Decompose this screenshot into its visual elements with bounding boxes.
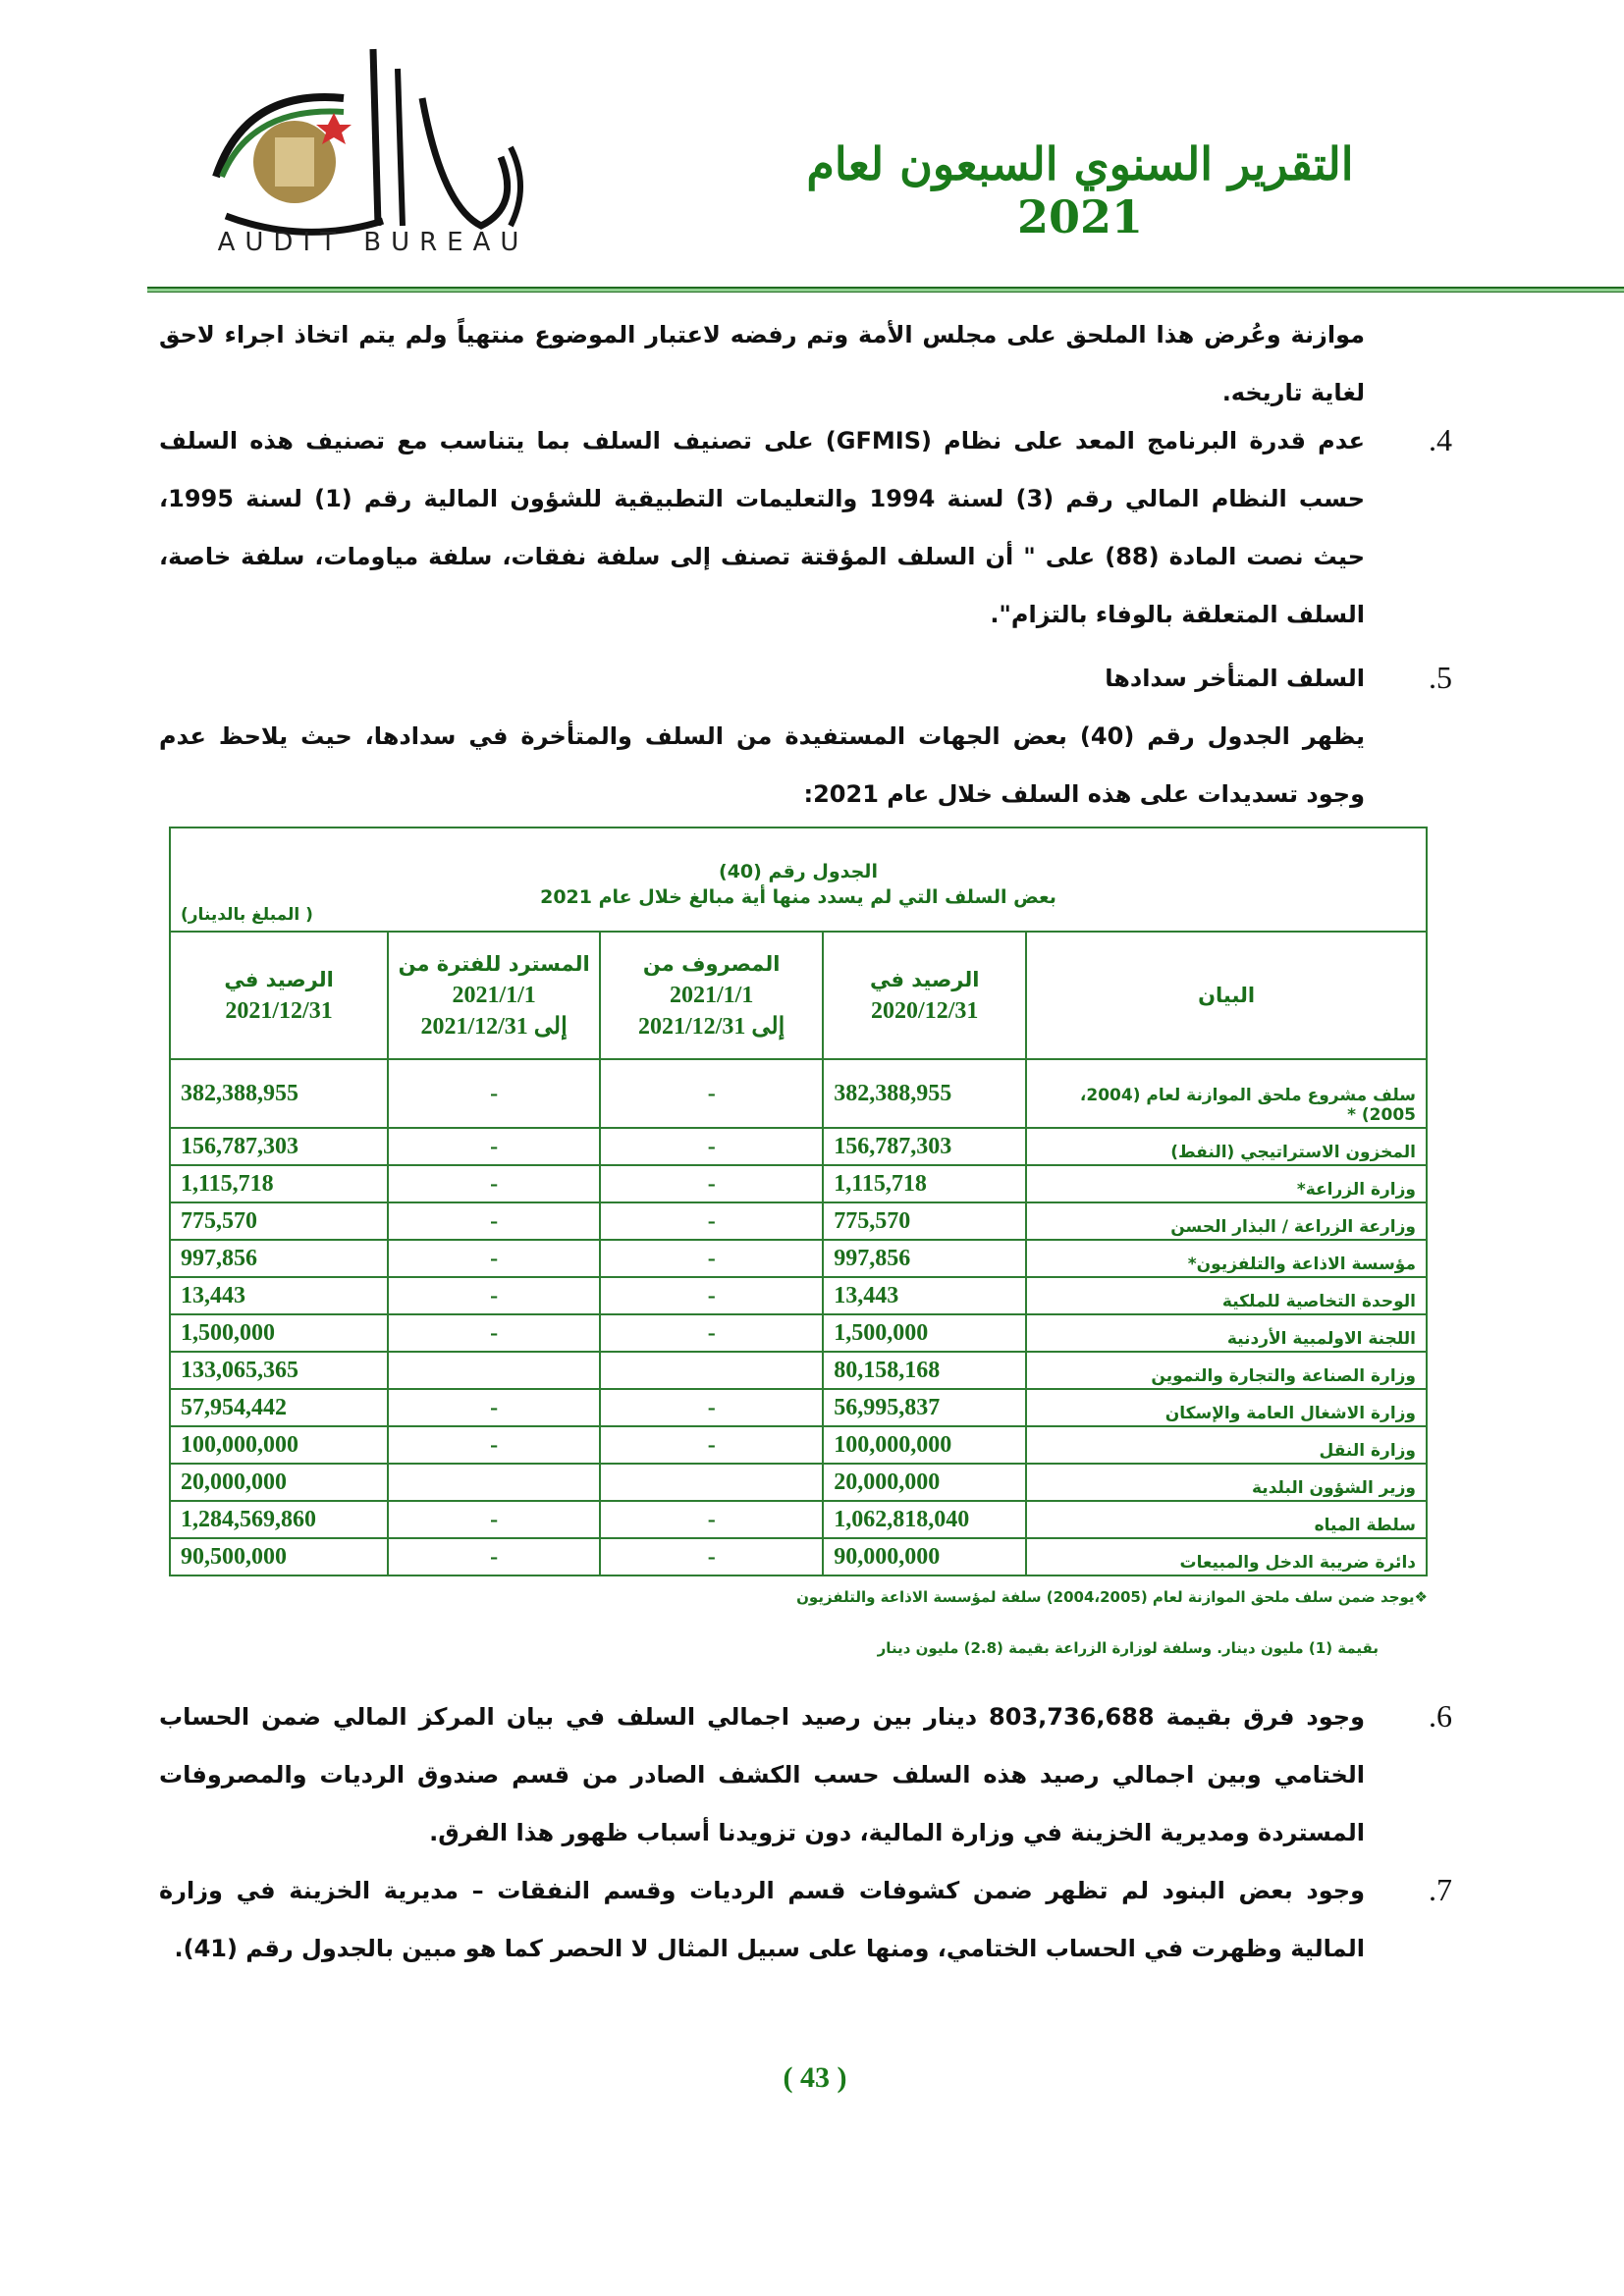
item-4-paragraph: عدم قدرة البرنامج المعد على نظام (GFMIS) على تصنيف السلف بما يتناسب مع تصنيف هذه السلف حسب النظام المالي رقم (3) لسنة 1994 والتعليمات التطبيقية للشؤون المالية رقم (1) لسنة 1995، حيث نصت المادة (88) على " أن السلف المؤقتة تصنف إلى سلفة نفقات، سلفة مياومات، سلفة خاصة، السلف المتعلقة بالوفاء بالتزام". bbox=[159, 427, 1366, 628]
cell-spent: - bbox=[600, 1202, 823, 1240]
cell-balance-2020: 100,000,000 bbox=[823, 1426, 1026, 1464]
col-statement: البيان bbox=[1026, 932, 1427, 1059]
cell-recovered: - bbox=[388, 1165, 600, 1202]
cell-statement: سلطة المياه bbox=[1026, 1501, 1427, 1538]
table-body bbox=[170, 1059, 1427, 1575]
cell-spent: - bbox=[600, 1389, 823, 1426]
col-balance-2021 bbox=[170, 932, 388, 1059]
table-row bbox=[170, 1426, 1427, 1464]
cell-recovered bbox=[388, 1352, 600, 1389]
cell-balance-2021: 997,856 bbox=[170, 1240, 388, 1277]
cell-recovered: - bbox=[388, 1240, 600, 1277]
table-row bbox=[170, 1240, 1427, 1277]
cell-statement: وزير الشؤون البلدية bbox=[1026, 1464, 1427, 1501]
cell-balance-2021: 20,000,000 bbox=[170, 1464, 388, 1501]
cell-recovered: - bbox=[388, 1277, 600, 1314]
cell-spent: - bbox=[600, 1165, 823, 1202]
table-footnote: ❖يوجد ضمن سلف ملحق الموازنة لعام (2004،2005) سلفة لمؤسسة الاذاعة والتلفزيون bbox=[796, 1588, 1428, 1606]
table-row bbox=[170, 1314, 1427, 1352]
table-footnote: بقيمة (1) مليون دينار. وسلفة لوزارة الزراعة بقيمة (2.8) مليون دينار bbox=[877, 1639, 1379, 1657]
page-header bbox=[0, 0, 1624, 294]
continuation-paragraph: موازنة وعُرض هذا الملحق على مجلس الأمة وتم رفضه لاعتبار الموضوع منتهياً ولم يتم اتخاذ اجراء لاحق لغاية تاريخه. bbox=[159, 321, 1365, 406]
item-5-paragraph: يظهر الجدول رقم (40) بعض الجهات المستفيدة من السلف والمتأخرة في سدادها، حيث يلاحظ عدم وجود تسديدات على هذه السلف خلال عام 2021: bbox=[159, 722, 1365, 808]
cell-balance-2020: 13,443 bbox=[823, 1277, 1026, 1314]
cell-balance-2020: 20,000,000 bbox=[823, 1464, 1026, 1501]
cell-recovered: - bbox=[388, 1501, 600, 1538]
cell-balance-2021: 90,500,000 bbox=[170, 1538, 388, 1575]
table-row bbox=[170, 1202, 1427, 1240]
table-title: الجدول رقم (40) bbox=[719, 861, 878, 882]
cell-statement: اللجنة الاولمبية الأردنية bbox=[1026, 1314, 1427, 1352]
col-spent bbox=[600, 932, 823, 1059]
table-row bbox=[170, 1501, 1427, 1538]
table-row bbox=[170, 1128, 1427, 1165]
logo-caption: AUDIT BUREAU bbox=[217, 228, 529, 257]
cell-balance-2021: 100,000,000 bbox=[170, 1426, 388, 1464]
cell-statement: المخزون الاستراتيجي (النفط) bbox=[1026, 1128, 1427, 1165]
table-unit: ( المبلغ بالدينار) bbox=[181, 905, 313, 925]
cell-statement: وزارة الاشغال العامة والإسكان bbox=[1026, 1389, 1427, 1426]
header-date: 2021/1/1 bbox=[452, 983, 536, 1008]
cell-balance-2021: 1,284,569,860 bbox=[170, 1501, 388, 1538]
cell-statement: سلف مشروع ملحق الموازنة لعام (2004، 2005) * bbox=[1026, 1059, 1427, 1128]
cell-spent bbox=[600, 1464, 823, 1501]
page-number: ( 43 ) bbox=[783, 2061, 847, 2094]
table-row bbox=[170, 1277, 1427, 1314]
col-balance-2020 bbox=[823, 932, 1026, 1059]
item-6-paragraph: وجود فرق بقيمة 803,736,688 دينار بين رصيد اجمالي السلف في بيان المركز المالي ضمن الحساب الختامي وبين اجمالي رصيد هذه السلف حسب الكشف الصادر من قسم صندوق الرديات والمصروفات المستردة ومديرية الخزينة في وزارة المالية، دون تزويدنا أسباب ظهور هذا الفرق. bbox=[159, 1703, 1365, 1846]
header-date: 2021/1/1 bbox=[670, 983, 754, 1008]
item-number: .7 bbox=[1429, 1872, 1452, 1907]
cell-recovered: - bbox=[388, 1059, 600, 1128]
cell-balance-2021: 133,065,365 bbox=[170, 1352, 388, 1389]
item-number: .6 bbox=[1429, 1698, 1452, 1734]
cell-spent: - bbox=[600, 1059, 823, 1128]
cell-balance-2020: 1,115,718 bbox=[823, 1165, 1026, 1202]
cell-recovered: - bbox=[388, 1538, 600, 1575]
item-number: .4 bbox=[1429, 422, 1452, 457]
header-label: المصروف من bbox=[642, 952, 781, 976]
cell-statement: وزارة الزراعة* bbox=[1026, 1165, 1427, 1202]
cell-spent: - bbox=[600, 1240, 823, 1277]
cell-statement: دائرة ضريبة الدخل والمبيعات bbox=[1026, 1538, 1427, 1575]
header-label: الرصيد في bbox=[869, 968, 980, 991]
cell-balance-2020: 775,570 bbox=[823, 1202, 1026, 1240]
cell-balance-2020: 56,995,837 bbox=[823, 1389, 1026, 1426]
cell-spent: - bbox=[600, 1501, 823, 1538]
table-40 bbox=[169, 827, 1428, 1576]
cell-recovered: - bbox=[388, 1426, 600, 1464]
header-label: المسترد للفترة من bbox=[398, 952, 590, 976]
cell-spent: - bbox=[600, 1426, 823, 1464]
cell-balance-2020: 80,158,168 bbox=[823, 1352, 1026, 1389]
cell-balance-2020: 382,388,955 bbox=[823, 1059, 1026, 1128]
table-header-row bbox=[170, 932, 1427, 1059]
table-row bbox=[170, 1464, 1427, 1501]
header-date: 2020/12/31 bbox=[871, 998, 979, 1024]
cell-recovered: - bbox=[388, 1389, 600, 1426]
cell-balance-2020: 156,787,303 bbox=[823, 1128, 1026, 1165]
cell-spent: - bbox=[600, 1128, 823, 1165]
item-5-title: السلف المتأخر سدادها bbox=[1105, 665, 1365, 692]
cell-recovered: - bbox=[388, 1314, 600, 1352]
col-recovered bbox=[388, 932, 600, 1059]
cell-spent: - bbox=[600, 1277, 823, 1314]
cell-balance-2021: 57,954,442 bbox=[170, 1389, 388, 1426]
table-row bbox=[170, 1165, 1427, 1202]
cell-spent bbox=[600, 1352, 823, 1389]
report-title: التقرير السنوي السبعون لعام 2021 bbox=[806, 137, 1354, 243]
header-divider bbox=[147, 287, 1624, 293]
cell-balance-2021: 13,443 bbox=[170, 1277, 388, 1314]
cell-recovered: - bbox=[388, 1202, 600, 1240]
table-row bbox=[170, 1059, 1427, 1128]
table-row bbox=[170, 1538, 1427, 1575]
cell-balance-2020: 1,500,000 bbox=[823, 1314, 1026, 1352]
cell-balance-2020: 997,856 bbox=[823, 1240, 1026, 1277]
cell-balance-2020: 1,062,818,040 bbox=[823, 1501, 1026, 1538]
item-7-paragraph: وجود بعض البنود لم تظهر ضمن كشوفات قسم الرديات وقسم النفقات – مديرية الخزينة في وزارة المالية وظهرت في الحساب الختامي، ومنها على سبيل المثال لا الحصر كما هو مبين بالجدول رقم (41). bbox=[159, 1877, 1365, 1962]
table-row bbox=[170, 1352, 1427, 1389]
header-date: 2021/12/31 bbox=[225, 998, 333, 1024]
table-row bbox=[170, 1389, 1427, 1426]
table-caption bbox=[170, 828, 1427, 932]
cell-balance-2020: 90,000,000 bbox=[823, 1538, 1026, 1575]
header-label: الرصيد في bbox=[224, 968, 334, 991]
cell-balance-2021: 382,388,955 bbox=[170, 1059, 388, 1128]
table-subtitle: بعض السلف التي لم يسدد منها أية مبالغ خلال عام 2021 bbox=[540, 886, 1056, 908]
cell-spent: - bbox=[600, 1314, 823, 1352]
cell-balance-2021: 156,787,303 bbox=[170, 1128, 388, 1165]
cell-spent: - bbox=[600, 1538, 823, 1575]
cell-statement: مؤسسة الاذاعة والتلفزيون* bbox=[1026, 1240, 1427, 1277]
cell-recovered bbox=[388, 1464, 600, 1501]
cell-balance-2021: 1,500,000 bbox=[170, 1314, 388, 1352]
cell-statement: وزارة الصناعة والتجارة والتموين bbox=[1026, 1352, 1427, 1389]
item-number: .5 bbox=[1429, 660, 1452, 695]
cell-statement: وزارة النقل bbox=[1026, 1426, 1427, 1464]
cell-statement: وزارعة الزراعة / البذار الحسن bbox=[1026, 1202, 1427, 1240]
cell-statement: الوحدة التخاصية للملكية bbox=[1026, 1277, 1427, 1314]
cell-balance-2021: 1,115,718 bbox=[170, 1165, 388, 1202]
cell-balance-2021: 775,570 bbox=[170, 1202, 388, 1240]
header-date: إلى 2021/12/31 bbox=[638, 1014, 785, 1040]
header-date: إلى 2021/12/31 bbox=[420, 1014, 568, 1040]
cell-recovered: - bbox=[388, 1128, 600, 1165]
